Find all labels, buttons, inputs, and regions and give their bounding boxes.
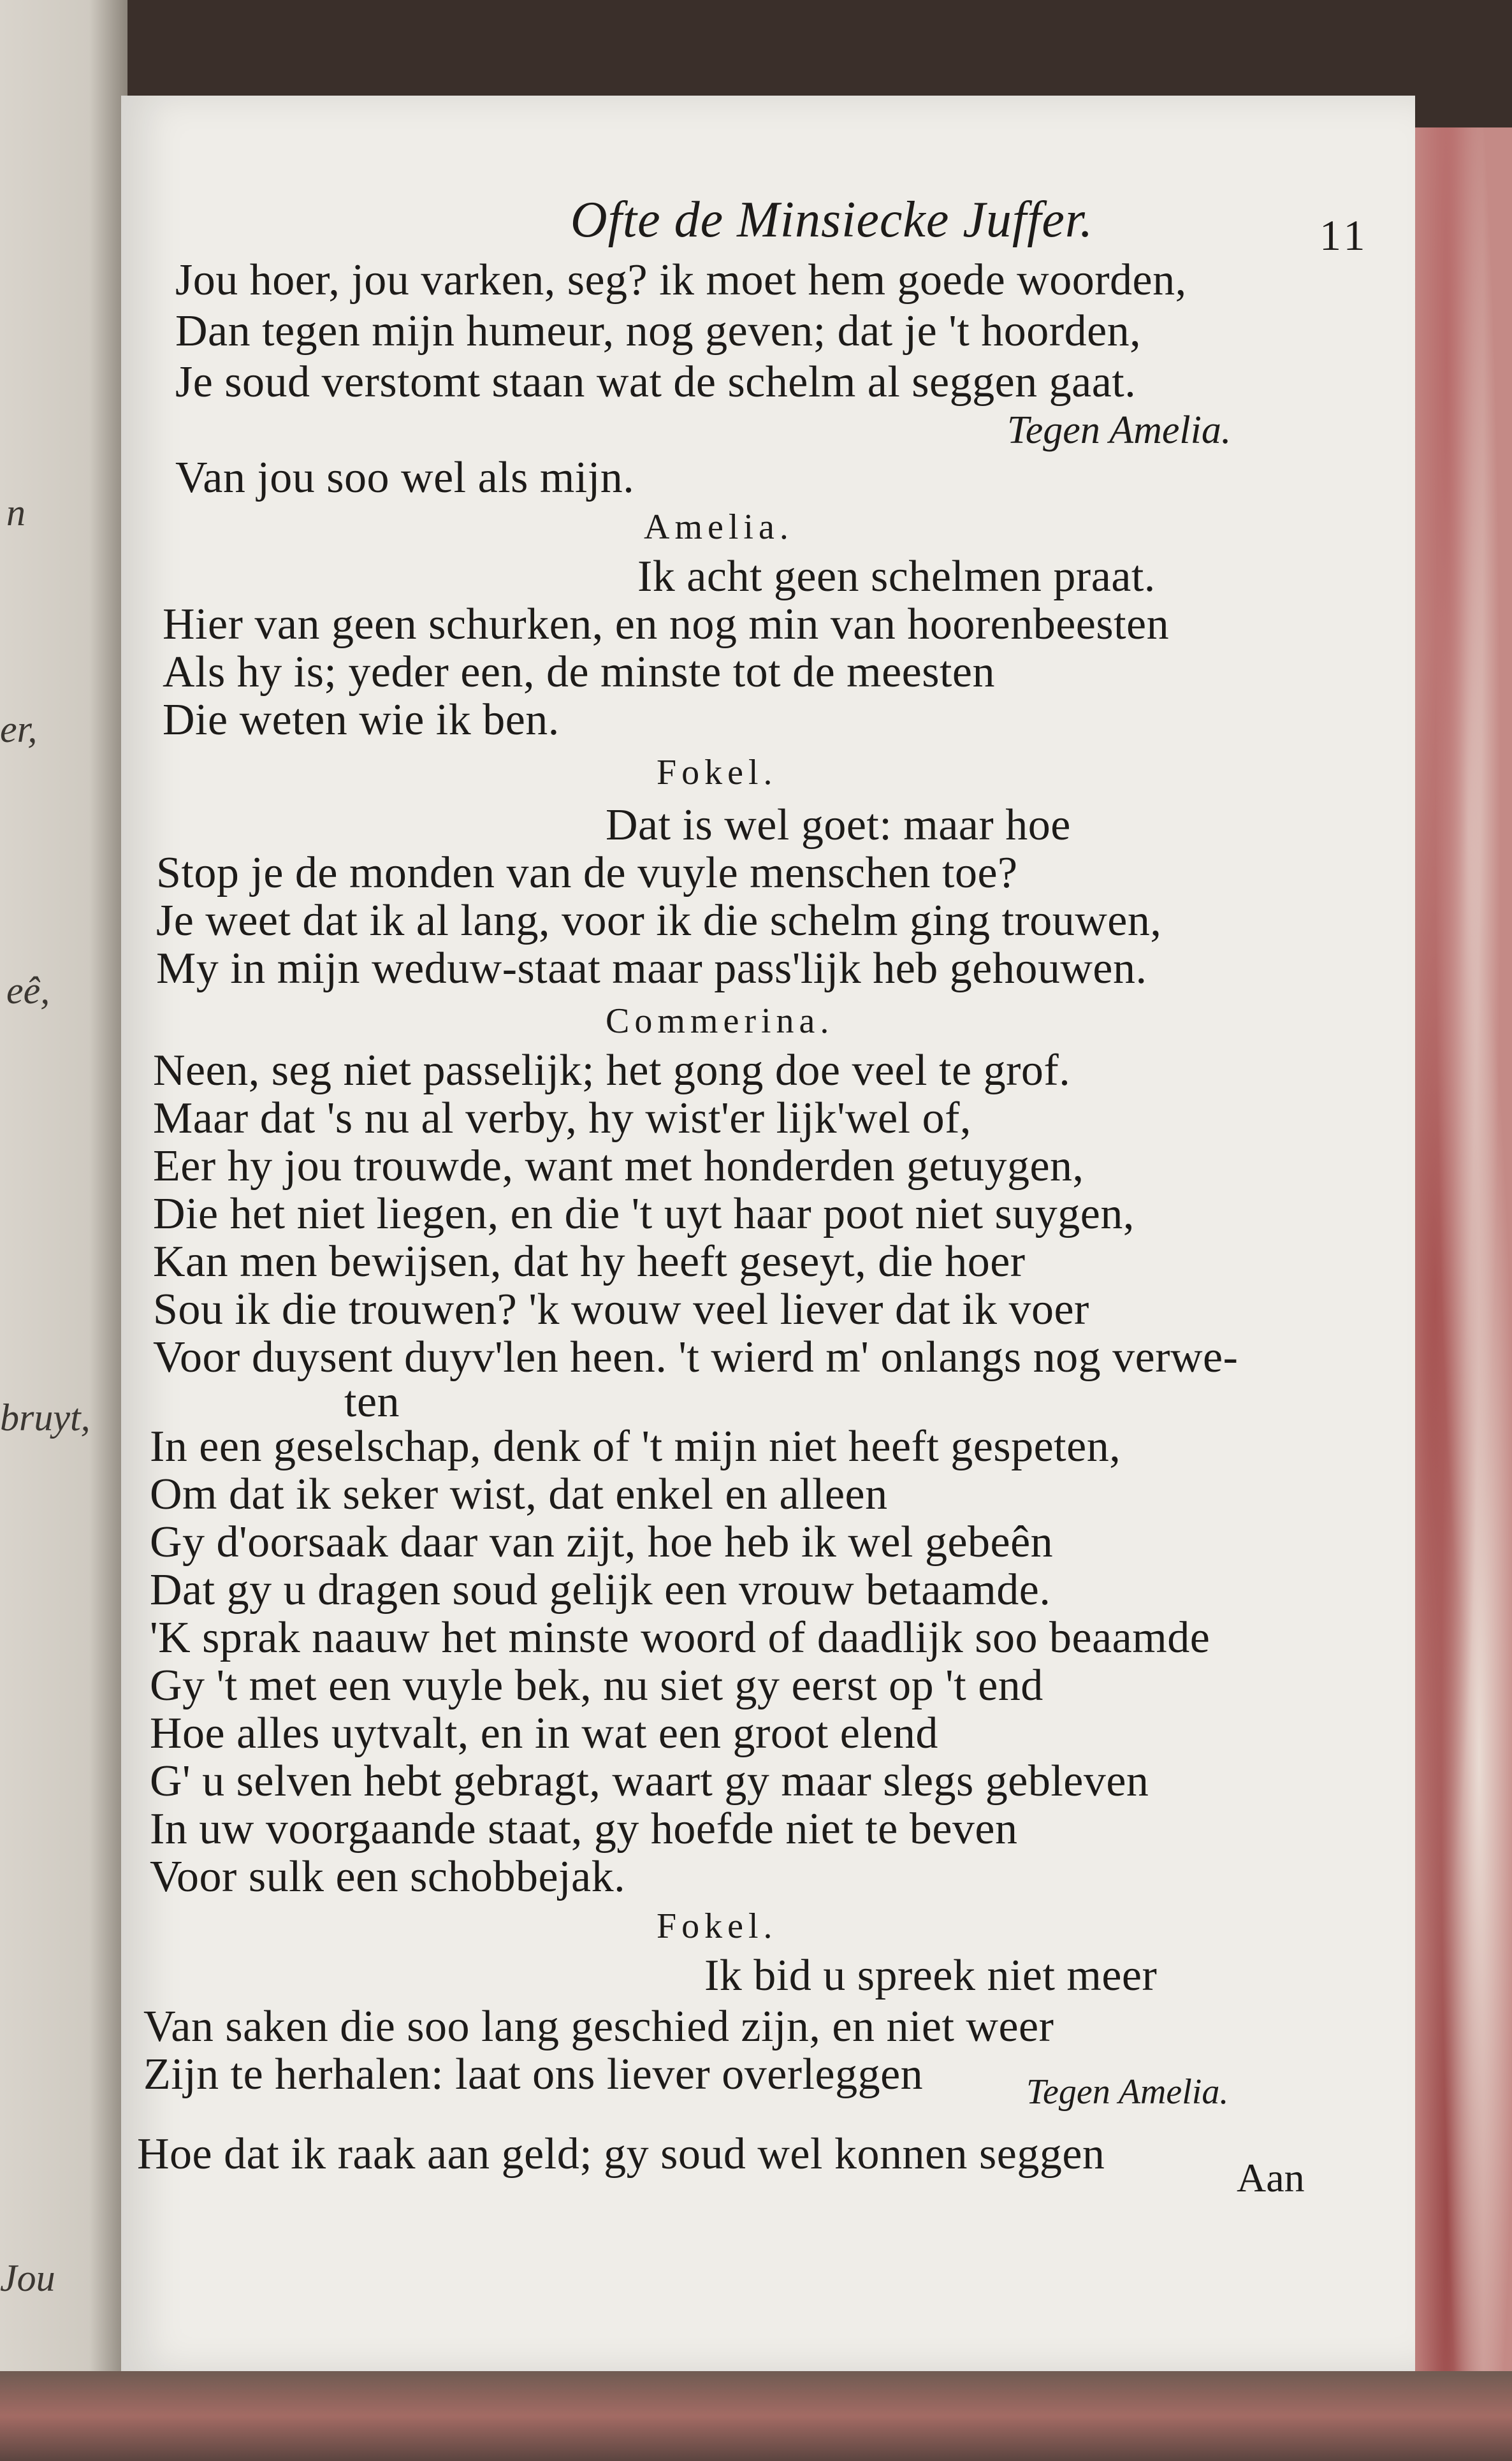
verse-line: 'K sprak naauw het minste woord of daadlijk soo beaamde — [150, 1613, 1210, 1662]
verse-line: Om dat ik seker wist, dat enkel en alleen — [150, 1470, 888, 1519]
verse-line: Je soud verstomt staan wat de schelm al seggen gaat. — [175, 358, 1137, 407]
cover-edge-bottom — [0, 2371, 1512, 2461]
verse-line: Als hy is; yeder een, de minste tot de meesten — [163, 648, 996, 697]
verse-line: Voor sulk een schobbejak. — [150, 1852, 626, 1901]
facing-page-fragment: bruyt, — [0, 1397, 91, 1439]
verse-line: Neen, seg niet passelijk; het gong doe veel te grof. — [153, 1046, 1071, 1095]
page-number: 11 — [1319, 211, 1369, 259]
speaker-name: Amelia. — [644, 507, 794, 547]
verse-line: Jou hoer, jou varken, seg? ik moet hem goede woorden, — [175, 256, 1187, 305]
verse-line: Dat gy u dragen soud gelijk een vrouw betaamde. — [150, 1565, 1051, 1615]
verse-line: Hoe dat ik raak aan geld; gy soud wel konnen seggen — [137, 2130, 1105, 2179]
speaker-name: Commerina. — [606, 1001, 834, 1041]
facing-page-edge — [0, 0, 127, 2461]
facing-page-fragment: er, — [0, 708, 38, 750]
stage-direction: Tegen Amelia. — [1026, 2072, 1229, 2112]
verse-line: Kan men bewijsen, dat hy heeft geseyt, die hoer — [153, 1237, 1026, 1286]
facing-page-fragment: n — [6, 491, 25, 534]
verse-line: Dat is wel goet: maar hoe — [606, 801, 1071, 850]
stage-direction: Tegen Amelia. — [1007, 409, 1232, 452]
verse-line: Hier van geen schurken, en nog min van hoorenbeesten — [163, 600, 1170, 649]
verse-line: Die weten wie ik ben. — [163, 695, 560, 744]
speaker-name: Fokel. — [657, 753, 778, 792]
verse-line: Ik acht geen schelmen praat. — [637, 552, 1156, 601]
verse-line: Dan tegen mijn humeur, nog geven; dat je 't hoorden, — [175, 307, 1142, 356]
verse-line: Van saken die soo lang geschied zijn, en niet weer — [143, 2002, 1054, 2051]
verse-line: My in mijn weduw-staat maar pass'lijk heb gehouwen. — [156, 944, 1147, 993]
verse-line: Van jou soo wel als mijn. — [175, 453, 635, 502]
verse-line: Je weet dat ik al lang, voor ik die schelm ging trouwen, — [156, 896, 1162, 945]
verse-line: Voor duysent duyv'len heen. 't wierd m' onlangs nog verwe- — [153, 1333, 1239, 1382]
verse-line: Zijn te herhalen: laat ons liever overleggen — [143, 2050, 924, 2099]
verse-line: ten — [344, 1377, 400, 1427]
verse-line: Ik bid u spreek niet meer — [704, 1951, 1158, 2000]
facing-page-fragment: Jou — [0, 2257, 55, 2299]
verse-line: Maar dat 's nu al verby, hy wist'er lijk'wel of, — [153, 1094, 971, 1143]
verse-line: G' u selven hebt gebragt, waart gy maar slegs gebleven — [150, 1757, 1149, 1806]
verse-line: Gy d'oorsaak daar van zijt, hoe heb ik wel gebeên — [150, 1518, 1054, 1567]
marbled-cover-board — [1402, 127, 1512, 2461]
speaker-name: Fokel. — [657, 1906, 778, 1946]
verse-line: In uw voorgaande staat, gy hoefde niet te beven — [150, 1804, 1018, 1854]
verse-line: Eer hy jou trouwde, want met honderden getuygen, — [153, 1142, 1084, 1191]
facing-page-fragment: eê, — [6, 969, 50, 1012]
verse-line: Die het niet liegen, en die 't uyt haar poot niet suygen, — [153, 1189, 1135, 1238]
verse-line: Gy 't met een vuyle bek, nu siet gy eerst op 't end — [150, 1661, 1043, 1710]
verse-line: Stop je de monden van de vuyle menschen toe? — [156, 848, 1018, 897]
book-page — [121, 96, 1415, 2371]
verse-line: Sou ik die trouwen? 'k wouw veel liever dat ik voer — [153, 1285, 1089, 1334]
verse-line: In een geselschap, denk of 't mijn niet heeft gespeten, — [150, 1422, 1121, 1471]
catchword: Aan — [1237, 2155, 1305, 2200]
running-head: Ofte de Minsiecke Juffer. — [570, 192, 1094, 248]
verse-line: Hoe alles uytvalt, en in wat een groot elend — [150, 1709, 938, 1758]
